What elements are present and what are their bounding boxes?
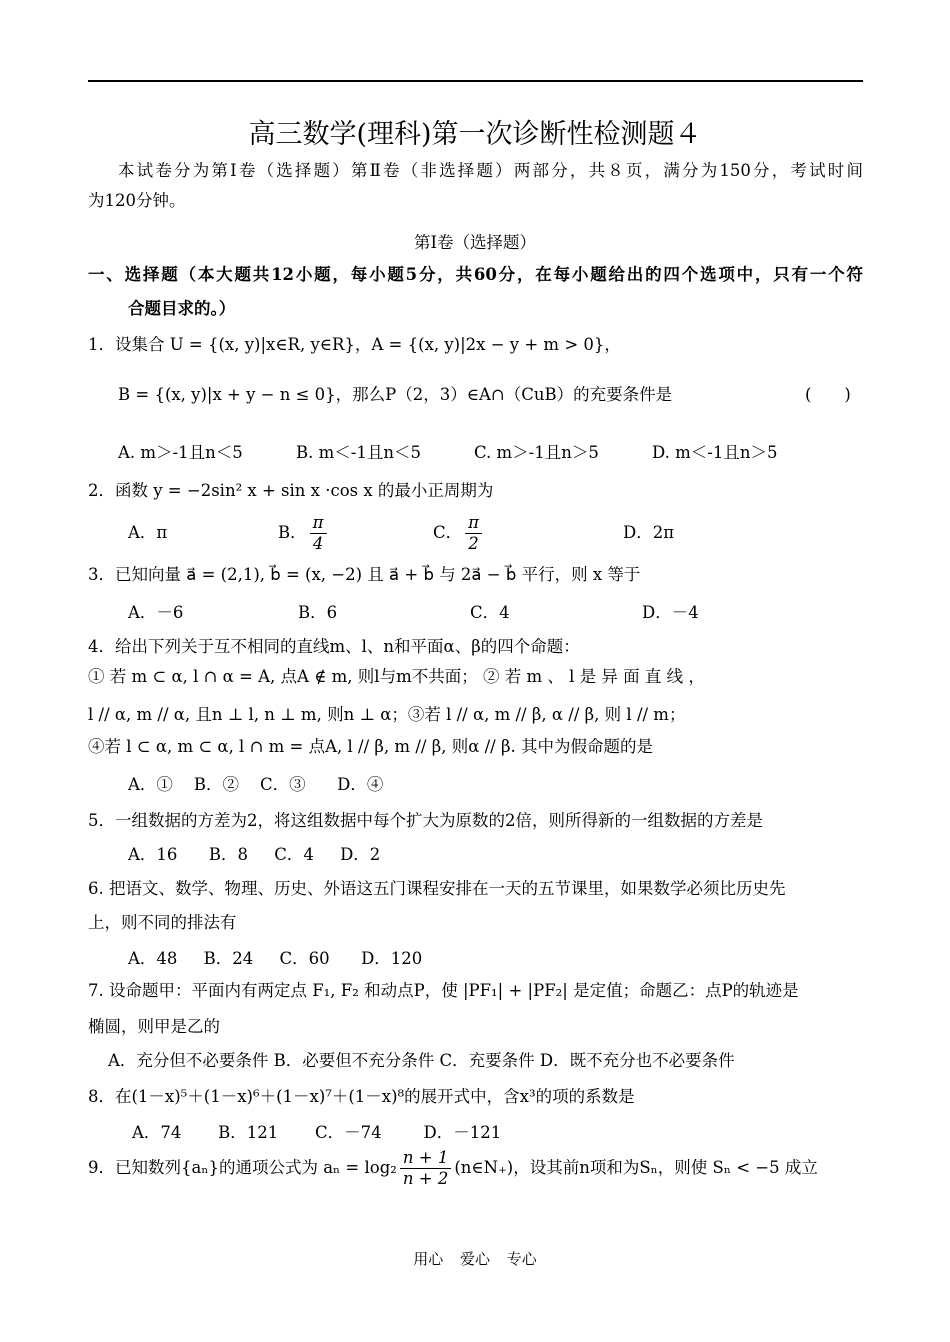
q1-answer-paren: ( )	[805, 385, 851, 404]
q2-option-b-denominator: 4	[312, 534, 324, 553]
q4-line-3: ④若 l ⊂ α, m ⊂ α, l ∩ m = 点A, l // β, m // β, 则α // β. 其中为假命题的是	[88, 737, 653, 756]
q7-line-2: 椭圆，则甲是乙的	[88, 1017, 220, 1036]
header-rule	[88, 80, 863, 82]
q3-option-b: B．6	[298, 603, 338, 622]
q2-option-a: A．π	[128, 523, 168, 542]
q5-stem: 5．一组数据的方差为2，将这组数据中每个扩大为原数的2倍，则所得新的一组数据的方差是	[88, 811, 763, 830]
q3-option-c: C．4	[470, 603, 510, 622]
q3-options	[128, 600, 699, 626]
q2-option-c-fraction	[465, 513, 482, 554]
q2-option-d: D．2π	[623, 523, 675, 542]
page-footer: 用心 爱心 专心	[413, 1250, 537, 1268]
q6-line-1: 6. 把语文、数学、物理、历史、外语这五门课程安排在一天的五节课里，如果数学必须比历史先	[88, 879, 786, 898]
q2-option-c-label: C．	[433, 523, 463, 542]
q2-option-c-numerator: π	[465, 513, 482, 534]
q9-fraction	[400, 1148, 451, 1189]
q8-options: A．74 B．121 C．－74 D．－121	[132, 1123, 502, 1142]
q2-option-b	[278, 512, 433, 554]
q1-option-a: A. m＞-1且n＜5	[118, 443, 243, 462]
section-heading-line-2: 合题目求的。）	[128, 299, 236, 318]
page-title: 高三数学(理科)第一次诊断性检测题４	[248, 119, 702, 150]
q4-line-2: l // α, m // α, 且n ⊥ l, n ⊥ m, 则n ⊥ α；③若 l // α, m // β, α // β, 则 l // m；	[88, 705, 686, 724]
q2-option-b-fraction	[310, 513, 327, 554]
q4-options: A．① B．② C．③ D．④	[128, 775, 384, 794]
q1-option-c: C. m＞-1且n＞5	[474, 443, 599, 462]
q9-stem-start: 9．已知数列{aₙ}的通项公式为 aₙ = log₂	[88, 1158, 397, 1177]
q9-stem-end: (n∈N₊)，设其前n项和为Sₙ，则使 Sₙ < −5 成立	[454, 1158, 818, 1177]
q6-options: A．48 B．24 C．60 D．120	[128, 949, 423, 968]
q1-line-1: 1．设集合 U = {(x, y)|x∈R, y∈R}，A = {(x, y)|2x − y + m > 0}，	[88, 335, 621, 354]
q3-option-d: D．－4	[642, 603, 699, 622]
q7-options: A．充分但不必要条件 B．必要但不充分条件 C．充要条件 D．既不充分也不必要条件	[108, 1051, 735, 1070]
q9-numerator: n + 1	[400, 1148, 451, 1169]
intro-line-2: 为120分钟。	[88, 191, 186, 210]
q1-options	[118, 440, 777, 466]
q2-stem: 2．函数 y = −2sin² x + sin x ·cos x 的最小正周期为	[88, 481, 494, 500]
q6-line-2: 上，则不同的排法有	[88, 913, 237, 932]
q2-option-b-label: B．	[278, 523, 307, 542]
q1-line-2: B = {(x, y)|x + y − n ≤ 0}，那么P（2，3）∈A∩（CuB）的充要条件是	[118, 385, 673, 404]
q2-option-c-denominator: 2	[468, 534, 479, 553]
q2-options	[128, 512, 674, 554]
q5-options: A．16 B．8 C．4 D．2	[128, 845, 381, 864]
q7-line-1: 7. 设命题甲：平面内有两定点 F₁, F₂ 和动点P，使 |PF₁| + |PF₂| 是定值；命题乙：点P的轨迹是	[88, 981, 799, 1000]
q4-line-1: ① 若 m ⊂ α, l ∩ α = A, 点A ∉ m, 则l与m不共面； ② 若 m 、 l 是 异 面 直 线 ，	[88, 667, 705, 686]
q1-option-b: B. m＜-1且n＜5	[296, 443, 421, 462]
q4-stem: 4．给出下列关于互不相同的直线m、l、n和平面α、β的四个命题：	[88, 637, 580, 656]
q1-option-d: D. m＜-1且n＞5	[652, 443, 778, 462]
q9-denominator: n + 2	[402, 1169, 449, 1188]
part-title: 第Ⅰ卷（选择题）	[413, 233, 537, 252]
q3-option-a: A．－6	[128, 603, 184, 622]
q8-stem: 8．在(1－x)⁵＋(1－x)⁶＋(1－x)⁷＋(1－x)⁸的展开式中，含x³的项的系数是	[88, 1087, 635, 1106]
q2-option-b-numerator: π	[310, 513, 327, 534]
q3-stem: 3．已知向量 a⃗ = (2,1), b⃗ = (x, −2) 且 a⃗ + b⃗ 与 2a⃗ − b⃗ 平行，则 x 等于	[88, 565, 641, 584]
q2-option-c	[433, 512, 623, 554]
section-heading-line-1: 一、选择题（本大题共12小题，每小题5分，共60分，在每小题给出的四个选项中，只有一个符	[88, 265, 863, 284]
intro-line-1: 本试卷分为第Ⅰ卷（选择题）第Ⅱ卷（非选择题）两部分，共８页，满分为150分，考试时间	[118, 161, 863, 180]
q9-stem	[88, 1146, 818, 1190]
